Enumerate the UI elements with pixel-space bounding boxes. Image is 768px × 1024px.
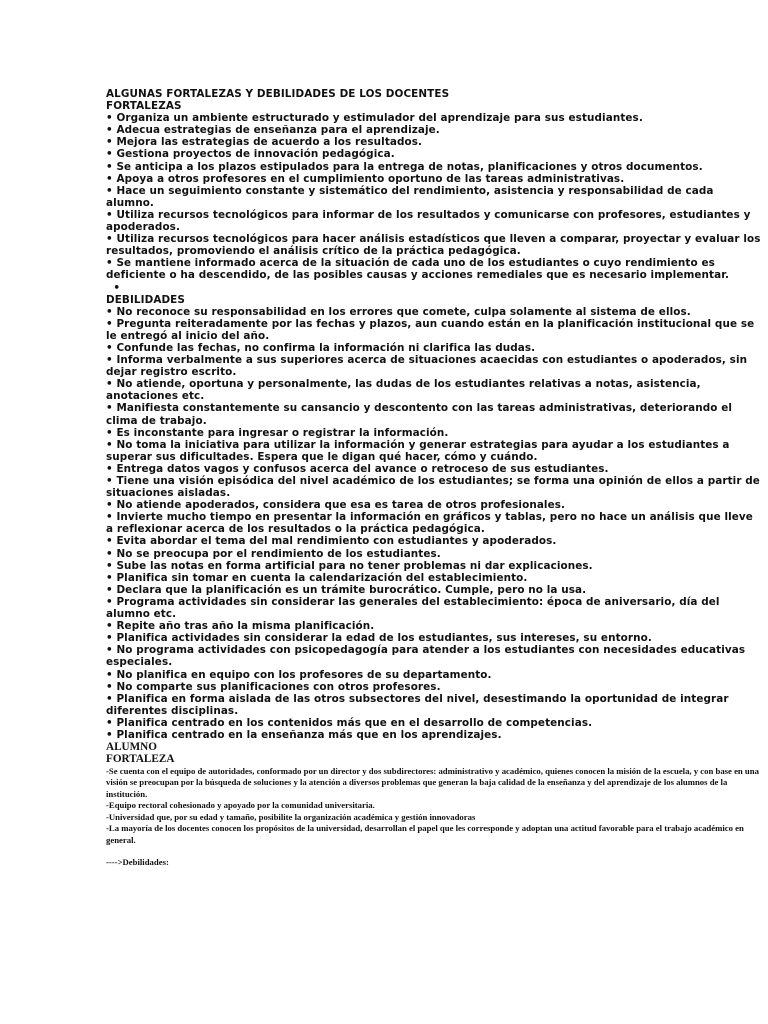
debilidad-item: • Planifica actividades sin considerar la edad de los estudiantes, sus intereses, su entorno. [106, 632, 652, 645]
debilidad-item: • Sube las notas en forma artificial para no tener problemas ni dar explicaciones. [106, 559, 593, 572]
debilidad-item: • Evita abordar el tema del mal rendimiento con estudiantes y apoderados. [106, 535, 557, 548]
fortaleza-item: • [106, 281, 121, 294]
document-page [106, 88, 761, 869]
debilidad-item: • Planifica centrado en la enseñanza más que en los aprendizajes. [106, 728, 502, 741]
debilidad-item: • Confunde las fechas, no confirma la información ni clarifica las dudas. [106, 341, 536, 354]
fortalezas-heading: FORTALEZAS [106, 100, 182, 113]
debilidad-item: • Planifica centrado en los contenidos más que en el desarrollo de competencias. [106, 716, 593, 729]
alumno-fortaleza-heading: FORTALEZA [106, 753, 175, 766]
debilidad-item: • No se preocupa por el rendimiento de los estudiantes. [106, 547, 441, 560]
debilidades-list [106, 306, 761, 741]
debilidad-item: • Repite año tras año la misma planificación. [106, 620, 375, 633]
debilidad-item: • Pregunta reiteradamente por las fechas y plazos, aun cuando están en la planificación institucional que se le entregó al inicio del año. [106, 317, 755, 342]
docentes-section [106, 88, 761, 741]
alumno-fortaleza-item: -La mayoría de los docentes conocen los propósitos de la universidad, desarrollan el papel que les corresponde y adoptan una actitud favorable para el trabajo académico en general. [106, 823, 744, 845]
fortaleza-item: • Utiliza recursos tecnológicos para hacer análisis estadísticos que lleven a comparar, proyectar y evaluar los resultados, promoviendo el análisis crítico de la práctica pedagógica. [106, 233, 761, 258]
debilidad-item: • Manifiesta constantemente su cansancio y descontento con las tareas administrativas, deteriorando el clima de trabajo. [106, 402, 733, 427]
alumno-debilidades-label: ---->Debilidades: [106, 857, 169, 868]
debilidades-heading: DEBILIDADES [106, 293, 185, 306]
section-spacer [106, 846, 761, 857]
alumno-fortaleza-item: -Se cuenta con el equipo de autoridades, conformado por un director y dos subdirectores: administrativo y académico, quienes conocen la misión de la escuela, y con base en una visión se preocupan por la búsqueda de soluciones y la atención a diversos problemas que generan la baja calidad de la enseñanza y del aprendizaje de los alumnos de la institución. [106, 765, 759, 799]
fortaleza-item: • Gestiona proyectos de innovación pedagógica. [106, 148, 395, 161]
debilidad-item: • Entrega datos vagos y confusos acerca del avance o retroceso de sus estudiantes. [106, 462, 609, 475]
debilidad-item: • No reconoce su responsabilidad en los errores que comete, culpa solamente al sistema de ellos. [106, 305, 691, 318]
debilidad-item: • No atiende apoderados, considera que esa es tarea de otros profesionales. [106, 499, 566, 512]
debilidad-item: • No atiende, oportuna y personalmente, las dudas de los estudiantes relativas a notas, asistencia, anotaciones etc. [106, 378, 701, 403]
debilidad-item: • No comparte sus planificaciones con otros profesores. [106, 680, 441, 693]
fortaleza-item: • Se mantiene informado acerca de la situación de cada uno de los estudiantes o cuyo rendimiento es deficiente o ha descendido, de las posibles causas y acciones remediales que es necesario implementar. [106, 257, 730, 282]
alumno-fortaleza-item: -Equipo rectoral cohesionado y apoyado por la comunidad universitaria. [106, 800, 375, 811]
fortaleza-item: • Mejora las estrategias de acuerdo a los resultados. [106, 136, 423, 149]
fortaleza-item: • Adecua estrategias de enseñanza para el aprendizaje. [106, 124, 440, 137]
fortaleza-item: • Apoya a otros profesores en el cumplimiento oportuno de las tareas administrativas. [106, 172, 625, 185]
fortaleza-item: • Hace un seguimiento constante y sistemático del rendimiento, asistencia y responsabilidad de cada alumno. [106, 184, 714, 209]
fortaleza-item: • Utiliza recursos tecnológicos para informar de los resultados y comunicarse con profesores, estudiantes y apoderados. [106, 208, 751, 234]
debilidad-item: • Declara que la planificación es un trámite burocrático. Cumple, pero no la usa. [106, 583, 587, 596]
debilidad-item: • No planifica en equipo con los profesores de su departamento. [106, 668, 492, 681]
debilidad-item: • Planifica en forma aislada de las otros subsectores del nivel, desestimando la oportunidad de integrar diferentes disciplinas. [106, 692, 729, 717]
fortalezas-list [106, 112, 761, 293]
debilidad-item: • Planifica sin tomar en cuenta la calendarización del establecimiento. [106, 571, 528, 584]
debilidad-item: • Es inconstante para ingresar o registrar la información. [106, 426, 449, 439]
debilidad-item: • No programa actividades con psicopedagogía para atender a los estudiantes con necesidades educativas especiales. [106, 644, 746, 669]
debilidad-item: • No toma la iniciativa para utilizar la información y generar estrategias para ayudar a los estudiantes a superar sus dificultades. Espera que le digan qué hacer, cómo y cuándo. [106, 438, 730, 463]
alumno-fortaleza-item: -Universidad que, por su edad y tamaño, posibilite la organización académica y gestión innovadoras [106, 811, 476, 822]
alumno-heading: ALUMNO [106, 741, 157, 754]
alumno-fortaleza-list [106, 766, 761, 847]
debilidad-item: • Programa actividades sin considerar las generales del establecimiento: época de aniversario, día del alumno etc. [106, 595, 720, 621]
debilidad-item: • Invierte mucho tiempo en presentar la información en gráficos y tablas, pero no hace un análisis que lleve a reflexionar acerca de los resultados o la práctica pedagógica. [106, 511, 753, 536]
fortaleza-item: • Se anticipa a los plazos estipulados para la entrega de notas, planificaciones y otros documentos. [106, 160, 703, 173]
document-title: ALGUNAS FORTALEZAS Y DEBILIDADES DE LOS DOCENTES [106, 88, 450, 100]
debilidad-item: • Tiene una visión episódica del nivel académico de los estudiantes; se forma una opinión de ellos a partir de situaciones aisladas. [106, 475, 760, 500]
debilidad-item: • Informa verbalmente a sus superiores acerca de situaciones acaecidas con estudiantes o apoderados, sin dejar registro escrito. [106, 354, 748, 379]
fortaleza-item: • Organiza un ambiente estructurado y estimulador del aprendizaje para sus estudiantes. [106, 112, 643, 125]
alumno-section [106, 741, 761, 869]
